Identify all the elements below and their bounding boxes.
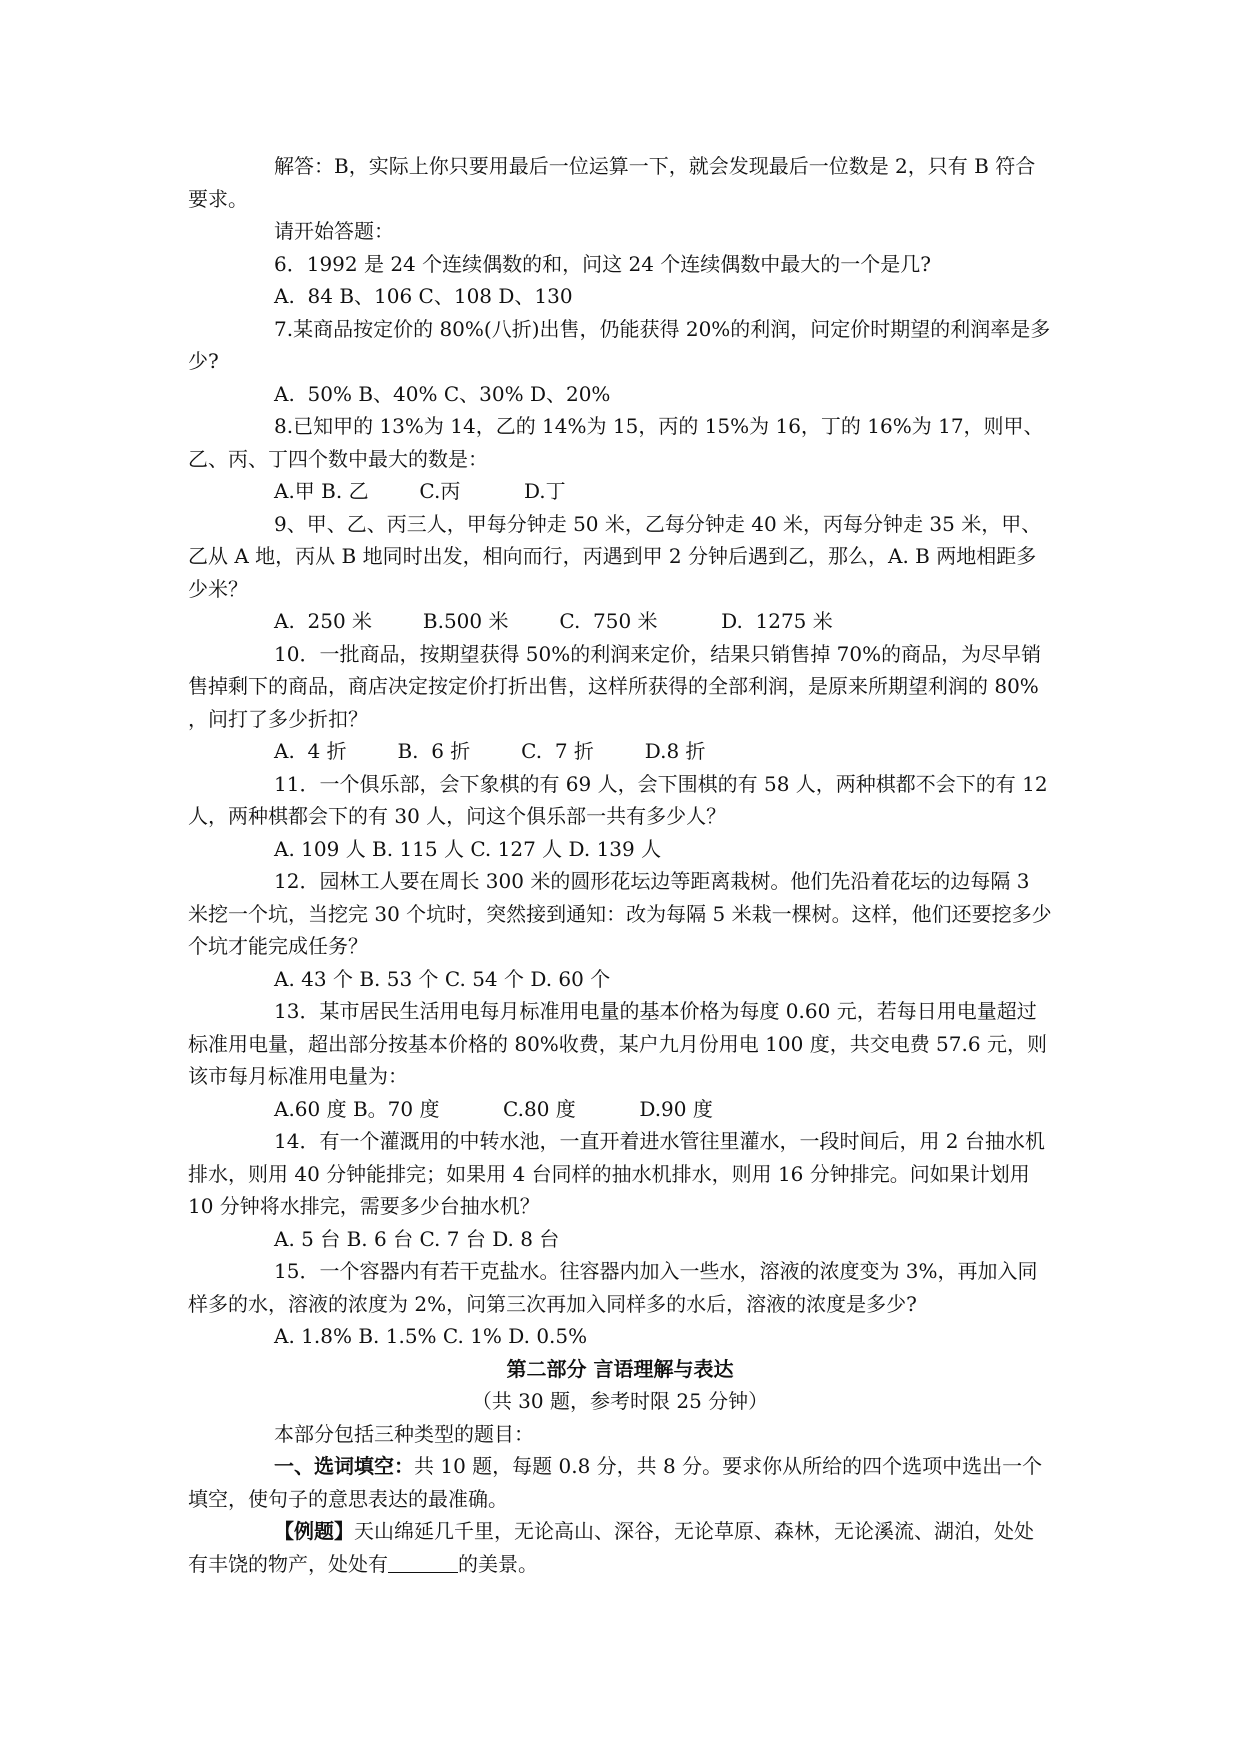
question-options: A. 250 米 B.500 米 C. 750 米 D. 1275 米 <box>274 609 833 633</box>
question-options: A. 109 人 B. 115 人 C. 127 人 D. 139 人 <box>274 836 662 861</box>
section1-heading: 一、选词填空： <box>274 1454 414 1478</box>
question-text: 7.某商品按定价的 80%(八折)出售，仍能获得 20%的利润，问定价时期望的利润率是多少? <box>188 316 1051 373</box>
example-text: 天山绵延几千里，无论高山、深谷，无论草原、森林，无论溪流、湖泊，处处有丰饶的物产，处处有 <box>188 1519 1034 1576</box>
question-text: 15．一个容器内有若干克盐水。往容器内加入一些水，溶液的浓度变为 3%，再加入同样多的水，溶液的浓度为 2%，问第三次再加入同样多的水后，溶液的浓度是多少? <box>188 1259 1038 1316</box>
question-options: A. 43 个 B. 53 个 C. 54 个 D. 60 个 <box>274 966 611 991</box>
question-options: A. 84 B、106 C、108 D、130 <box>274 284 573 308</box>
text-column <box>188 150 1052 1580</box>
section1-paragraph <box>188 1450 1052 1515</box>
question-text: 9、甲、乙、丙三人，甲每分钟走 50 米，乙每分钟走 40 米，丙每分钟走 35 米，甲、乙从 A 地，丙从 B 地同时出发，相向而行，丙遇到甲 2 分钟后遇到乙，那么，A. B 两地相距多少米？ <box>188 511 1042 601</box>
previous-answer: 解答：B，实际上你只要用最后一位运算一下，就会发现最后一位数是 2，只有 B 符合要求。 <box>188 154 1036 211</box>
question-options: A.60 度 B。70 度 C.80 度 D.90 度 <box>274 1096 713 1121</box>
question-options: A.甲 B. 乙 C.丙 D.丁 <box>274 479 566 503</box>
question-text: 6．1992 是 24 个连续偶数的和，问这 24 个连续偶数中最大的一个是几? <box>274 251 932 276</box>
question-text: 13．某市居民生活用电每月标准用电量的基本价格为每度 0.60 元，若每日用电量超过标准用电量，超出部分按基本价格的 80%收费，某户九月份用电 100 度，共交电费 57.6 元，则该市每月标准用电量为： <box>188 999 1047 1088</box>
question-text: 11．一个俱乐部，会下象棋的有 69 人，会下围棋的有 58 人，两种棋都不会下的有 12 人，两种棋都会下的有 30 人，问这个俱乐部一共有多少人？ <box>188 771 1054 828</box>
question-list <box>188 248 1052 1353</box>
part2-title: 第二部分 言语理解与表达 <box>506 1356 734 1381</box>
question-text: 10．一批商品，按期望获得 50%的利润来定价，结果只销售掉 70%的商品，为尽早销售掉剩下的商品，商店决定按定价打折出售，这样所获得的全部利润，是原来所期望利润的 80% ，问打了多少折扣？ <box>188 641 1046 731</box>
question-text: 12．园林工人要在周长 300 米的圆形花坛边等距离栽树。他们先沿着花坛的边每隔 3 米挖一个坑，当挖完 30 个坑时，突然接到通知：改为每隔 5 米栽一棵树。这样，他们还要挖多少个坑才能完成任务？ <box>188 869 1052 958</box>
question-options: A. 5 台 B. 6 台 C. 7 台 D. 8 台 <box>274 1226 560 1251</box>
part2-intro: 本部分包括三种类型的题目： <box>274 1421 534 1446</box>
part2-subtitle: （共 30 题，参考时限 25 分钟） <box>471 1389 769 1413</box>
example-tail: 的美景。 <box>458 1551 538 1576</box>
example-paragraph <box>188 1515 1052 1580</box>
question-options: A. 4 折 B. 6 折 C. 7 折 D.8 折 <box>274 739 706 763</box>
question-options: A. 50% B、40% C、30% D、20% <box>274 381 611 406</box>
question-text: 14．有一个灌溉用的中转水池，一直开着进水管往里灌水，一段时间后，用 2 台抽水机排水，则用 40 分钟能排完；如果用 4 台同样的抽水机排水，则用 16 分钟排完。问如果计划用 10 分钟将水排完，需要多少台抽水机？ <box>188 1129 1045 1218</box>
fill-blank <box>388 1552 458 1573</box>
question-options: A. 1.8% B. 1.5% C. 1% D. 0.5% <box>274 1324 588 1348</box>
start-prompt: 请开始答题： <box>274 219 394 243</box>
section1-text: 共 10 题，每题 0.8 分，共 8 分。要求你从所给的四个选项中选出一个填空，使句子的意思表达的最准确。 <box>188 1454 1043 1511</box>
question-text: 8.已知甲的 13%为 14，乙的 14%为 15，丙的 15%为 16，丁的 16%为 17，则甲、乙、丙、丁四个数中最大的数是： <box>188 414 1044 471</box>
example-label: 【例题】 <box>274 1519 354 1543</box>
